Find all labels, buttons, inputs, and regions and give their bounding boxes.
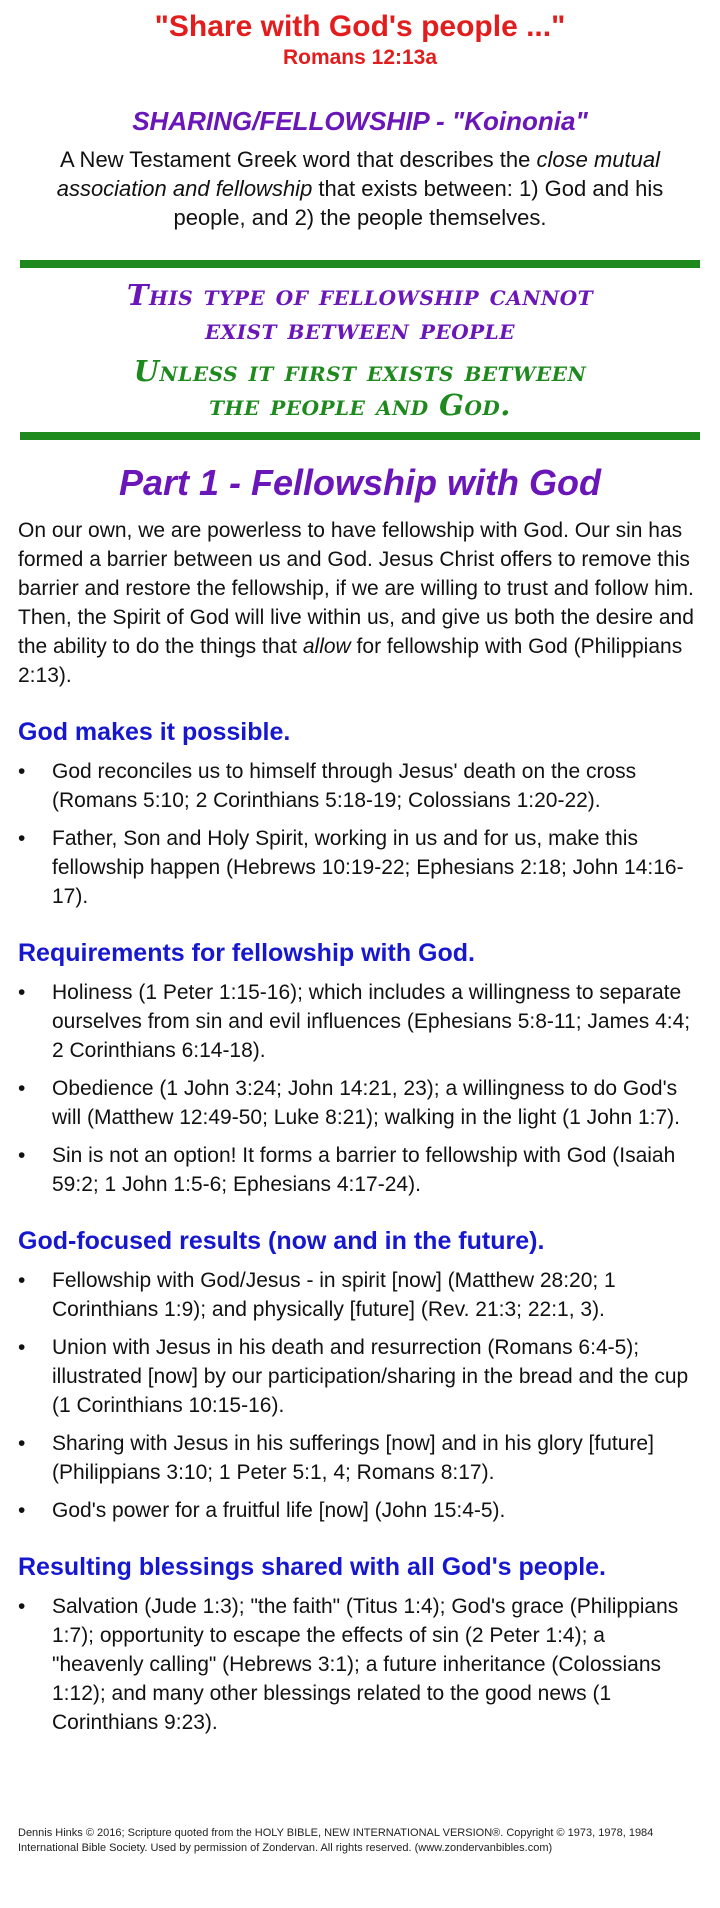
footer-copyright: Dennis Hinks © 2016; Scripture quoted from the HOLY BIBLE, NEW INTERNATIONAL VERSION®. Copyright © 1973, 1978, 1984 International Bible Society. Used by permission of Zondervan. All rights reserved. (www.zondervanbibles.com): [18, 1827, 654, 1854]
list-item: [18, 1141, 702, 1199]
list-item-text: Union with Jesus in his death and resurrection (Romans 6:4-5); illustrated [now] by our participation/sharing in the bread and the cup (1 Corinthians 10:15-16).: [52, 1336, 689, 1417]
list-item-text: Holiness (1 Peter 1:15-16); which includes a willingness to separate ourselves from sin and evil influences (Ephesians 5:8-11; James 4:4; 2 Corinthians 6:14-18).: [52, 981, 691, 1062]
green-divider-top: [20, 260, 700, 268]
section-title-requirements: Requirements for fellowship with God.: [18, 939, 475, 967]
list-item: [18, 978, 702, 1065]
callout-line-1a: This type of fellowship cannot: [126, 278, 594, 312]
bullet-icon: •: [18, 1269, 26, 1292]
list-item: [18, 1496, 702, 1525]
section-title-possible: God makes it possible.: [18, 718, 291, 746]
section-title-results: God-focused results (now and in the future).: [18, 1227, 545, 1255]
bullet-icon: •: [18, 1595, 26, 1618]
list-item-text: God reconciles us to himself through Jesus' death on the cross (Romans 5:10; 2 Corinthians 5:18-19; Colossians 1:20-22).: [52, 760, 637, 812]
list-item-text: Fellowship with God/Jesus - in spirit [now] (Matthew 28:20; 1 Corinthians 1:9); and physically [future] (Rev. 21:3; 22:1, 3).: [52, 1269, 616, 1321]
list-item: [18, 1429, 702, 1487]
bullet-icon: •: [18, 760, 26, 783]
bullet-icon: •: [18, 981, 26, 1004]
green-divider-bottom: [20, 432, 700, 440]
list-item-text: Obedience (1 John 3:24; John 14:21, 23); a willingness to do God's will (Matthew 12:49-50; Luke 8:21); walking in the light (1 John 1:7).: [52, 1077, 681, 1129]
section-list-blessings: [18, 1592, 702, 1737]
header-reference: Romans 12:13a: [282, 46, 438, 69]
bullet-icon: •: [18, 1144, 26, 1167]
koinonia-definition: [35, 145, 685, 232]
intro-paragraph: [18, 516, 702, 690]
bullet-icon: •: [18, 1077, 26, 1100]
bullet-icon: •: [18, 1499, 26, 1522]
intro-emphasis: allow: [302, 635, 351, 658]
koinonia-heading: SHARING/FELLOWSHIP - "Koinonia": [132, 106, 588, 136]
list-item: [18, 824, 702, 911]
callout-line-2: [0, 354, 720, 422]
section-list-requirements: [18, 978, 702, 1199]
bullet-icon: •: [18, 827, 26, 850]
callout-line-1b: exist between people: [205, 312, 515, 346]
section-title-blessings: Resulting blessings shared with all God's people.: [18, 1553, 607, 1581]
koinonia-definition-part1: A New Testament Greek word that describes the: [59, 147, 537, 172]
list-item: [18, 1074, 702, 1132]
list-item-text: Sin is not an option! It forms a barrier to fellowship with God (Isaiah 59:2; 1 John 1:5-6; Ephesians 4:17-24).: [52, 1144, 676, 1196]
intro-part2: for fellowship with God (Philippians 2:13).: [18, 635, 683, 687]
list-item: [18, 1266, 702, 1324]
header-quote: "Share with God's people ...": [154, 10, 566, 43]
list-item: [18, 1592, 702, 1737]
callout-line-1: [0, 278, 720, 346]
list-item-text: Sharing with Jesus in his sufferings [now] and in his glory [future] (Philippians 3:10; 1 Peter 5:1, 4; Romans 8:17).: [52, 1432, 654, 1484]
list-item-text: God's power for a fruitful life [now] (John 15:4-5).: [52, 1499, 506, 1522]
bullet-icon: •: [18, 1336, 26, 1359]
koinonia-definition-emphasis: close mutual association and fellowship: [56, 147, 660, 201]
koinonia-definition-part2: that exists between: 1) God and his people, and 2) the people themselves.: [173, 176, 664, 230]
callout-line-2b: the people and God.: [209, 388, 511, 422]
list-item: [18, 1333, 702, 1420]
list-item: [18, 757, 702, 815]
bullet-icon: •: [18, 1432, 26, 1455]
part-title: Part 1 - Fellowship with God: [118, 462, 602, 503]
list-item-text: Father, Son and Holy Spirit, working in us and for us, make this fellowship happen (Hebrews 10:19-22; Ephesians 2:18; John 14:16-17).: [52, 827, 684, 908]
intro-part1: On our own, we are powerless to have fellowship with God. Our sin has formed a barrier between us and God. Jesus Christ offers to remove this barrier and restore the fellowship, if we are willing to trust and follow him. Then, the Spirit of God will live within us, and give us both the desire and the ability to do the things that: [18, 519, 694, 658]
section-list-possible: [18, 757, 702, 911]
list-item-text: Salvation (Jude 1:3); "the faith" (Titus 1:4); God's grace (Philippians 1:7); opportunity to escape the effects of sin (2 Peter 1:4); a "heavenly calling" (Hebrews 3:1); a future inheritance (Colossians 1:12); and many other blessings related to the good news (1 Corinthians 9:23).: [52, 1595, 679, 1734]
section-list-results: [18, 1266, 702, 1525]
callout-line-2a: Unless it first exists between: [133, 354, 587, 388]
